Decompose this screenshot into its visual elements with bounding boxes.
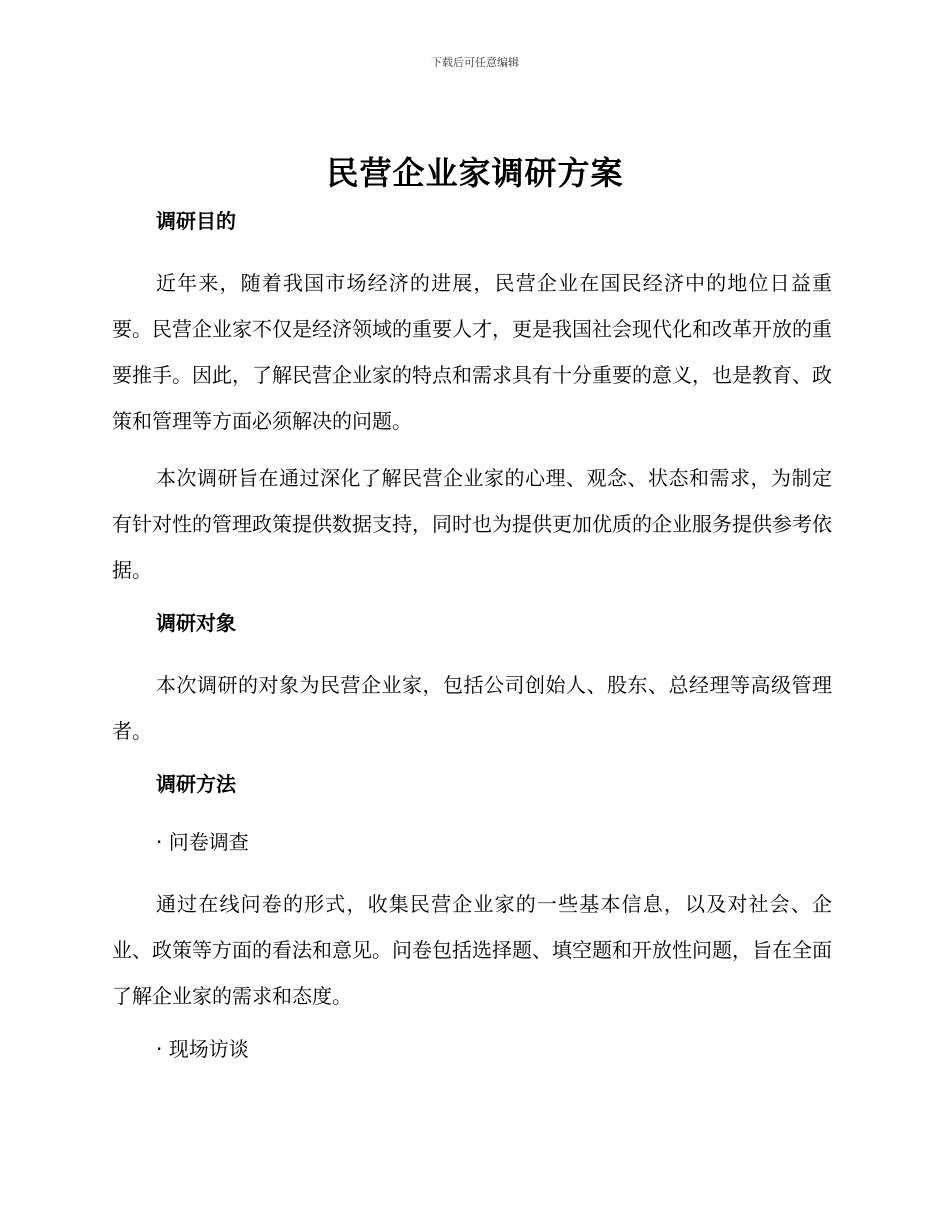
method-item-survey-text: 通过在线问卷的形式，收集民营企业家的一些基本信息，以及对社会、企业、政策等方面的看法和意见。问卷包括选择题、填空题和开放性问题，旨在全面了解企业家的需求和态度。 [112,892,832,1008]
method-item-survey-label: · 问卷调查 [156,830,249,854]
paragraph-target-1: 本次调研的对象为民营企业家，包括公司创始人、股东、总经理等高级管理者。 [112,673,832,743]
header-note: 下载后可任意编辑 [431,56,519,69]
paragraph-purpose-2: 本次调研旨在通过深化了解民营企业家的心理、观念、状态和需求，为制定有针对性的管理政策提供数据支持，同时也为提供更加优质的企业服务提供参考依据。 [112,466,832,582]
section-heading-purpose: 调研目的 [156,209,236,233]
document-title: 民营企业家调研方案 [326,154,624,192]
method-item-interview-label: · 现场访谈 [156,1037,249,1061]
section-heading-method: 调研方法 [156,772,236,796]
paragraph-purpose-1: 近年来，随着我国市场经济的进展，民营企业在国民经济中的地位日益重要。民营企业家不仅是经济领域的重要人才，更是我国社会现代化和改革开放的重要推手。因此，了解民营企业家的特点和需求具有十分重要的意义，也是教育、政策和管理等方面必须解决的问题。 [112,271,832,433]
document-body [112,202,832,1088]
section-heading-target: 调研对象 [156,611,236,635]
